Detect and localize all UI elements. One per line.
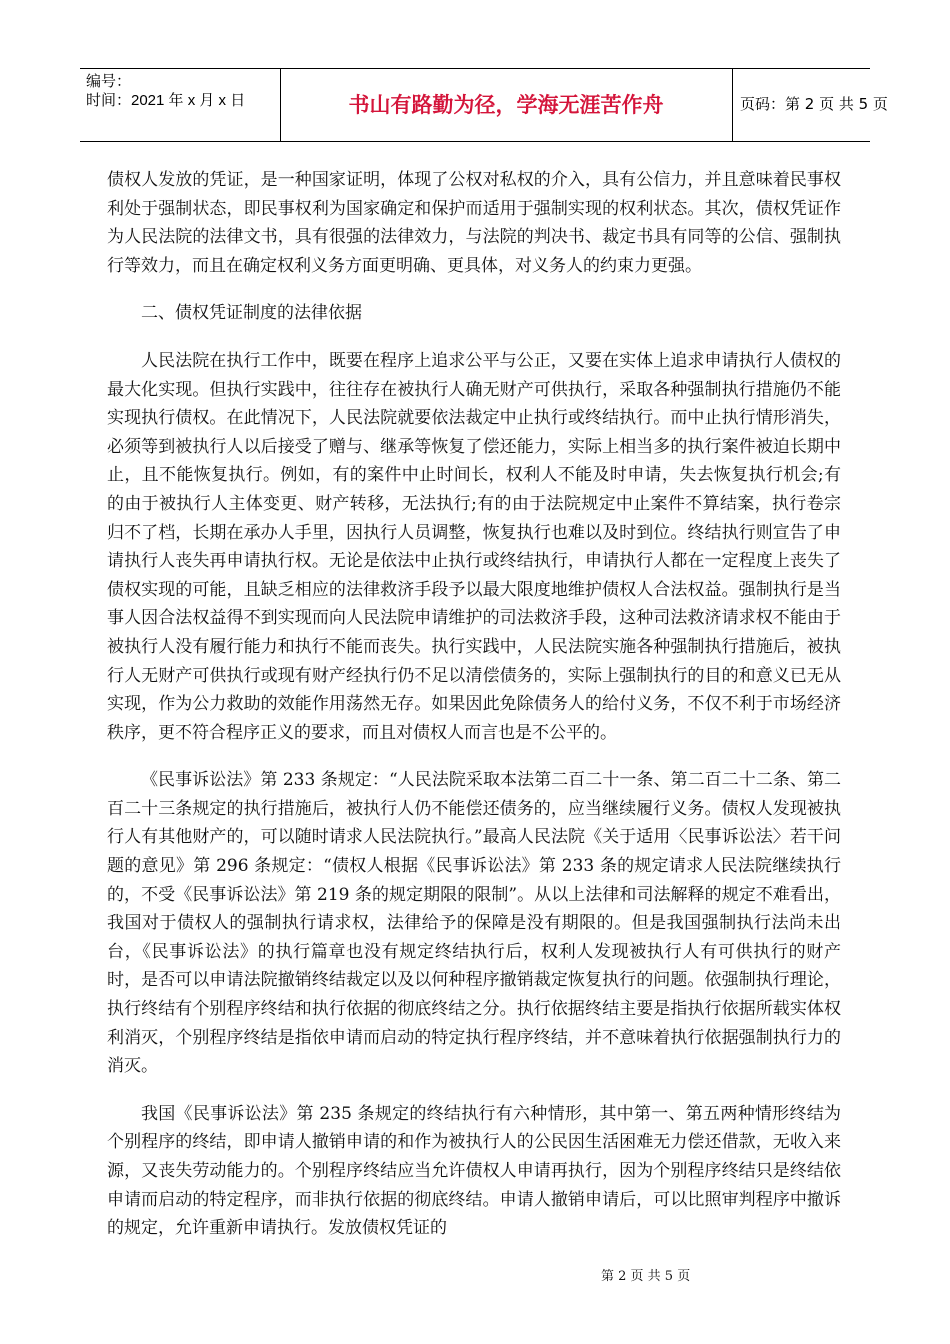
header-info-cell — [80, 69, 281, 141]
header-page-cell — [732, 69, 888, 141]
header-motto: 书山有路勤为径，学海无涯苦作舟 — [348, 93, 664, 117]
document-number-label: 编号： — [86, 73, 132, 90]
body-paragraph: 《民事诉讼法》第 233 条规定：“人民法院采取本法第二百二十一条、第二百二十二条、第二百二十三条规定的执行措施后，被执行人仍不能偿还债务的，应当继续履行义务。债权人发现被执行人有其他财产的，可以随时请求人民法院执行。”最高人民法院《关于适用〈民事诉讼法〉若干问题的意见》第 296 条规定：“债权人根据《民事诉讼法》第 233 条的规定请求人民法院继续执行的，不受《民事诉讼法》第 219 条的规定期限的限制”。从以上法律和司法解释的规定不难看出，我国对于债权人的强制执行请求权，法律给予的保障是没有期限的。但是我国强制执行法尚未出台，《民事诉讼法》的执行篇章也没有规定终结执行后，权利人发现被执行人有可供执行的财产时，是否可以申请法院撤销终结裁定以及以何种程序撤销裁定恢复执行的问题。依强制执行理论，执行终结有个别程序终结和执行依据的彻底终结之分。执行依据终结主要是指执行依据所载实体权利消灭，个别程序终结是指依申请而启动的特定执行程序终结，并不意味着执行依据强制执行力的消灭。 — [107, 770, 841, 1077]
document-time-label: 时间：2021 年 x 月 x 日 — [86, 92, 246, 109]
section-heading: 二、债权凭证制度的法律依据 — [141, 303, 362, 324]
body-paragraph: 人民法院在执行工作中，既要在程序上追求公平与公正，又要在实体上追求申请执行人债权的最大化实现。但执行实践中，往往存在被执行人确无财产可供执行，采取各种强制执行措施仍不能实现执行债权。在此情况下，人民法院就要依法裁定中止执行或终结执行。而中止执行情形消失，必须等到被执行人以后接受了赠与、继承等恢复了偿还能力，实际上相当多的执行案件被迫长期中止，且不能恢复执行。例如，有的案件中止时间长，权利人不能及时申请，失去恢复执行机会;有的由于被执行人主体变更、财产转移，无法执行;有的由于法院规定中止案件不算结案，执行卷宗归不了档，长期在承办人手里，因执行人员调整，恢复执行也难以及时到位。终结执行则宣告了申请执行人丧失再申请执行权。无论是依法中止执行或终结执行，申请执行人都在一定程度上丧失了债权实现的可能，且缺乏相应的法律救济手段予以最大限度地维护债权人合法权益。强制执行是当事人因合法权益得不到实现而向人民法院申请维护的司法救济手段，这种司法救济请求权不能由于被执行人没有履行能力和执行不能而丧失。执行实践中，人民法院实施各种强制执行措施后，被执行人无财产可供执行或现有财产经执行仍不足以清偿债务的，实际上强制执行的目的和意义已无从实现，作为公力救助的效能作用荡然无存。如果因此免除债务人的给付义务，不仅不利于市场经济秩序，更不符合程序正义的要求，而且对债权人而言也是不公平的。 — [107, 350, 841, 743]
header-table — [80, 68, 888, 142]
body-paragraph: 债权人发放的凭证，是一种国家证明，体现了公权对私权的介入，具有公信力，并且意味着民事权利处于强制状态，即民事权利为国家确定和保护而适用于强制实现的权利状态。其次，债权凭证作为人民法院的法律文书，具有很强的法律效力，与法院的判决书、裁定书具有同等的公信、强制执行等效力，而且在确定权利义务方面更明确、更具体，对义务人的约束力更强。 — [107, 170, 841, 276]
footer-page-number: 第 2 页 共 5 页 — [601, 1269, 691, 1284]
header-page-info: 页码：第 2 页 共 5 页 — [740, 95, 888, 113]
body-paragraph: 我国《民事诉讼法》第 235 条规定的终结执行有六种情形，其中第一、第五两种情形终结为个别程序的终结，即申请人撤销申请的和作为被执行人的公民因生活困难无力偿还借款，无收入来源，又丧失劳动能力的。个别程序终结应当允许债权人申请再执行，因为个别程序终结只是终结依申请而启动的特定程序，而非执行依据的彻底终结。申请人撤销申请后，可以比照审判程序中撤诉的规定，允许重新申请执行。发放债权凭证的 — [107, 1103, 841, 1239]
document-body — [107, 166, 841, 1243]
header-motto-cell — [280, 69, 733, 141]
